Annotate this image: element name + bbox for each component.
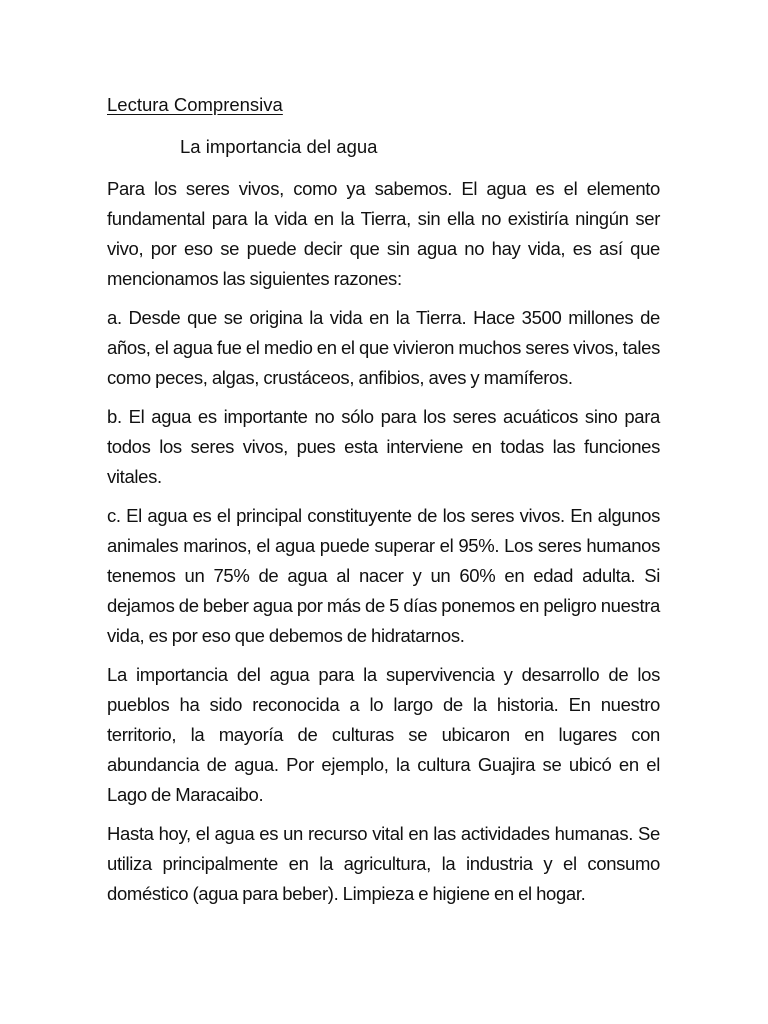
document-subheading: La importancia del agua xyxy=(180,136,378,157)
document-body xyxy=(107,174,660,918)
paragraph-reason-c: c. El agua es el principal constituyente de los seres vivos. En algunos animales marinos, el agua puede superar el 95%. Los seres humanos tenemos un 75% de agua al nacer y un 60% en edad adulta. Si dejamos de beber agua por más de 5 días ponemos en peligro nuestra vida, es por eso que debemos de hidratarnos. xyxy=(107,505,661,646)
paragraph-uses: Hasta hoy, el agua es un recurso vital en las actividades humanas. Se utiliza principalmente en la agricultura, la industria y el consumo doméstico (agua para beber). Limpieza e higiene en el hogar. xyxy=(107,823,660,904)
paragraph-history: La importancia del agua para la supervivencia y desarrollo de los pueblos ha sido reconocida a lo largo de la historia. En nuestro territorio, la mayoría de culturas se ubicaron en lugares con abundancia de agua. Por ejemplo, la cultura Guajira se ubicó en el Lago de Maracaibo. xyxy=(107,664,660,805)
paragraph-reason-a: a. Desde que se origina la vida en la Tierra. Hace 3500 millones de años, el agua fue el medio en el que vivieron muchos seres vivos, tales como peces, algas, crustáceos, anfibios, aves y mamíferos. xyxy=(107,307,660,388)
document-heading: Lectura Comprensiva xyxy=(107,94,283,115)
paragraph-intro: Para los seres vivos, como ya sabemos. El agua es el elemento fundamental para la vida en la Tierra, sin ella no existiría ningún ser vivo, por eso se puede decir que sin agua no hay vida, es así que mencionamos las siguientes razones: xyxy=(107,178,660,289)
paragraph-reason-b: b. El agua es importante no sólo para los seres acuáticos sino para todos los seres vivos, pues esta interviene en todas las funciones vitales. xyxy=(107,406,660,487)
